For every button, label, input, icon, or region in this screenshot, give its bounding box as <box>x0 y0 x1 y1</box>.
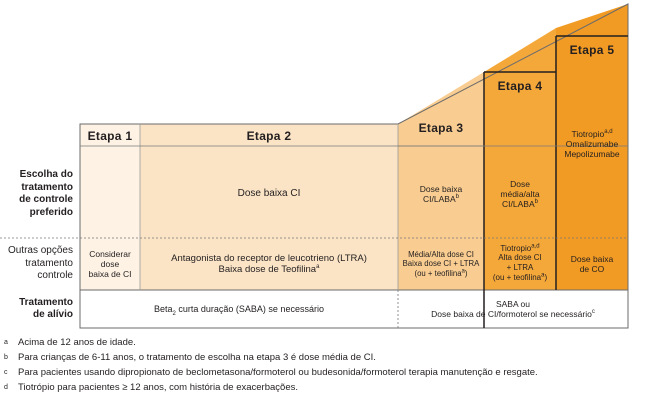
step3-other-line: Baixa dose CI + LTRA <box>402 259 480 269</box>
step4-controller-line: Dose <box>510 178 530 189</box>
step2-controller: Dose baixa CI <box>237 188 301 199</box>
step5-header: Etapa 5 <box>569 42 615 57</box>
step3-header: Etapa 3 <box>418 120 464 135</box>
step3-controller-line: Dose baixa <box>419 183 463 194</box>
step3-other-text <box>403 250 480 278</box>
reliever-right <box>398 290 628 328</box>
step5-controller-line: Omalizumabe <box>565 138 619 149</box>
row-label-line: preferido <box>29 206 73 218</box>
step4-controller-text <box>500 179 539 210</box>
step3-controller-line: CI/LABA$^b$ <box>423 194 459 204</box>
step2-other-line: Baixa dose de Teofilina$^a$ <box>218 263 320 275</box>
step5-controller <box>556 100 628 188</box>
reliever-left-text: Beta$_2$ curta duração (SABA) se necessário <box>154 303 324 317</box>
row-label-line: de alívio <box>32 309 73 320</box>
step5-other-text <box>571 254 614 274</box>
row-label-line: tratamento <box>21 181 73 193</box>
step5-controller-line: Tiotropio$^{a,d}$ <box>571 128 613 139</box>
footnote-text: Para pacientes usando dipropionato de beclometasona/formoterol ou budesonida/formoterol terapia manutenção e resgate. <box>18 367 538 378</box>
step5-other-line: Dose baixa <box>570 253 614 264</box>
step5-controller-line: Mepolizumabe <box>564 149 620 160</box>
step3-other <box>398 240 484 288</box>
reliever-left <box>80 290 398 328</box>
step1-other-line: dose <box>100 258 120 269</box>
row-label-reliever <box>19 290 73 328</box>
step4-other-line: Tiotropio$^{a,d}$ <box>500 243 540 253</box>
step4-other <box>484 238 556 288</box>
step1-header: Etapa 1 <box>87 128 133 143</box>
step1-other-text <box>89 249 132 280</box>
footnote-text: Tiotrópio para pacientes ≥ 12 anos, com história de exacerbações. <box>18 382 298 393</box>
footnote-text: Para crianças de 6-11 anos, o tratamento de escolha na etapa 3 é dose média de CI. <box>18 352 376 363</box>
reliever-right-line: Dose baixa de CI/formoterol se necessário$^c$ <box>431 309 595 319</box>
row-label-other <box>8 240 73 288</box>
step4-controller-sup: b <box>534 199 538 206</box>
step2-other-sup: a <box>316 263 320 270</box>
step4-other-line: Alta dose CI <box>498 253 542 263</box>
step4-other-sup: a <box>541 271 545 278</box>
step4-controller-line: CI/LABA$^b$ <box>502 199 538 210</box>
step4-other-text <box>493 244 547 282</box>
step3-controller <box>398 150 484 238</box>
step1-other-line: Considerar <box>89 248 131 259</box>
step3-controller-text <box>420 184 463 204</box>
step5-controller-text <box>564 129 619 160</box>
row-label-line: Outras opções <box>7 245 73 257</box>
step1-other <box>80 240 140 288</box>
row-label-line: de controle <box>19 194 73 205</box>
row-label-line: tratamento <box>25 257 73 269</box>
row-label-line: Tratamento <box>19 296 73 308</box>
step4-controller-line: média/alta <box>500 188 540 199</box>
footnote <box>4 367 538 379</box>
step2-other-text <box>171 253 367 276</box>
step2-other-line: Antagonista do receptor de leucotrieno (LTRA) <box>171 252 367 264</box>
step3-other-line: (ou + teofilina$^a$) <box>414 268 468 278</box>
step4-other-line: (ou + teofilina$^a$) <box>492 271 548 282</box>
step2-header: Etapa 2 <box>246 128 292 143</box>
step4-header: Etapa 4 <box>497 78 543 93</box>
step5-other <box>556 240 628 288</box>
step3-controller-sup: b <box>455 194 459 201</box>
footnote-mark: a <box>4 339 8 346</box>
footnote-text: Acima de 12 anos de idade. <box>18 337 136 348</box>
step5-controller-sup: a,d <box>604 128 613 135</box>
step1-other-line: baixa de CI <box>88 269 132 280</box>
footnote <box>4 352 376 364</box>
step3-other-line: Média/Alta dose CI <box>408 249 474 259</box>
step2-other <box>140 240 398 288</box>
step4-other-sup: a,d <box>531 243 540 250</box>
step4-other-line: + LTRA <box>506 263 534 272</box>
reliever-sup: c <box>591 309 595 316</box>
footnote-mark: b <box>4 354 8 361</box>
footnote-mark: c <box>4 369 8 376</box>
footnote-mark: d <box>4 384 8 391</box>
step3-other-sup: a <box>461 268 465 275</box>
footnote <box>4 337 136 349</box>
row-label-line: Escolha do <box>19 169 73 180</box>
row-label-line: controle <box>37 270 73 282</box>
step4-controller <box>484 150 556 238</box>
reliever-right-text <box>431 299 595 319</box>
reliever-sub: 2 <box>172 310 176 317</box>
row-label-controller <box>19 150 73 238</box>
step5-other-line: de CO <box>579 264 605 274</box>
footnote <box>4 382 298 394</box>
reliever-right-line: SABA ou <box>495 298 530 309</box>
